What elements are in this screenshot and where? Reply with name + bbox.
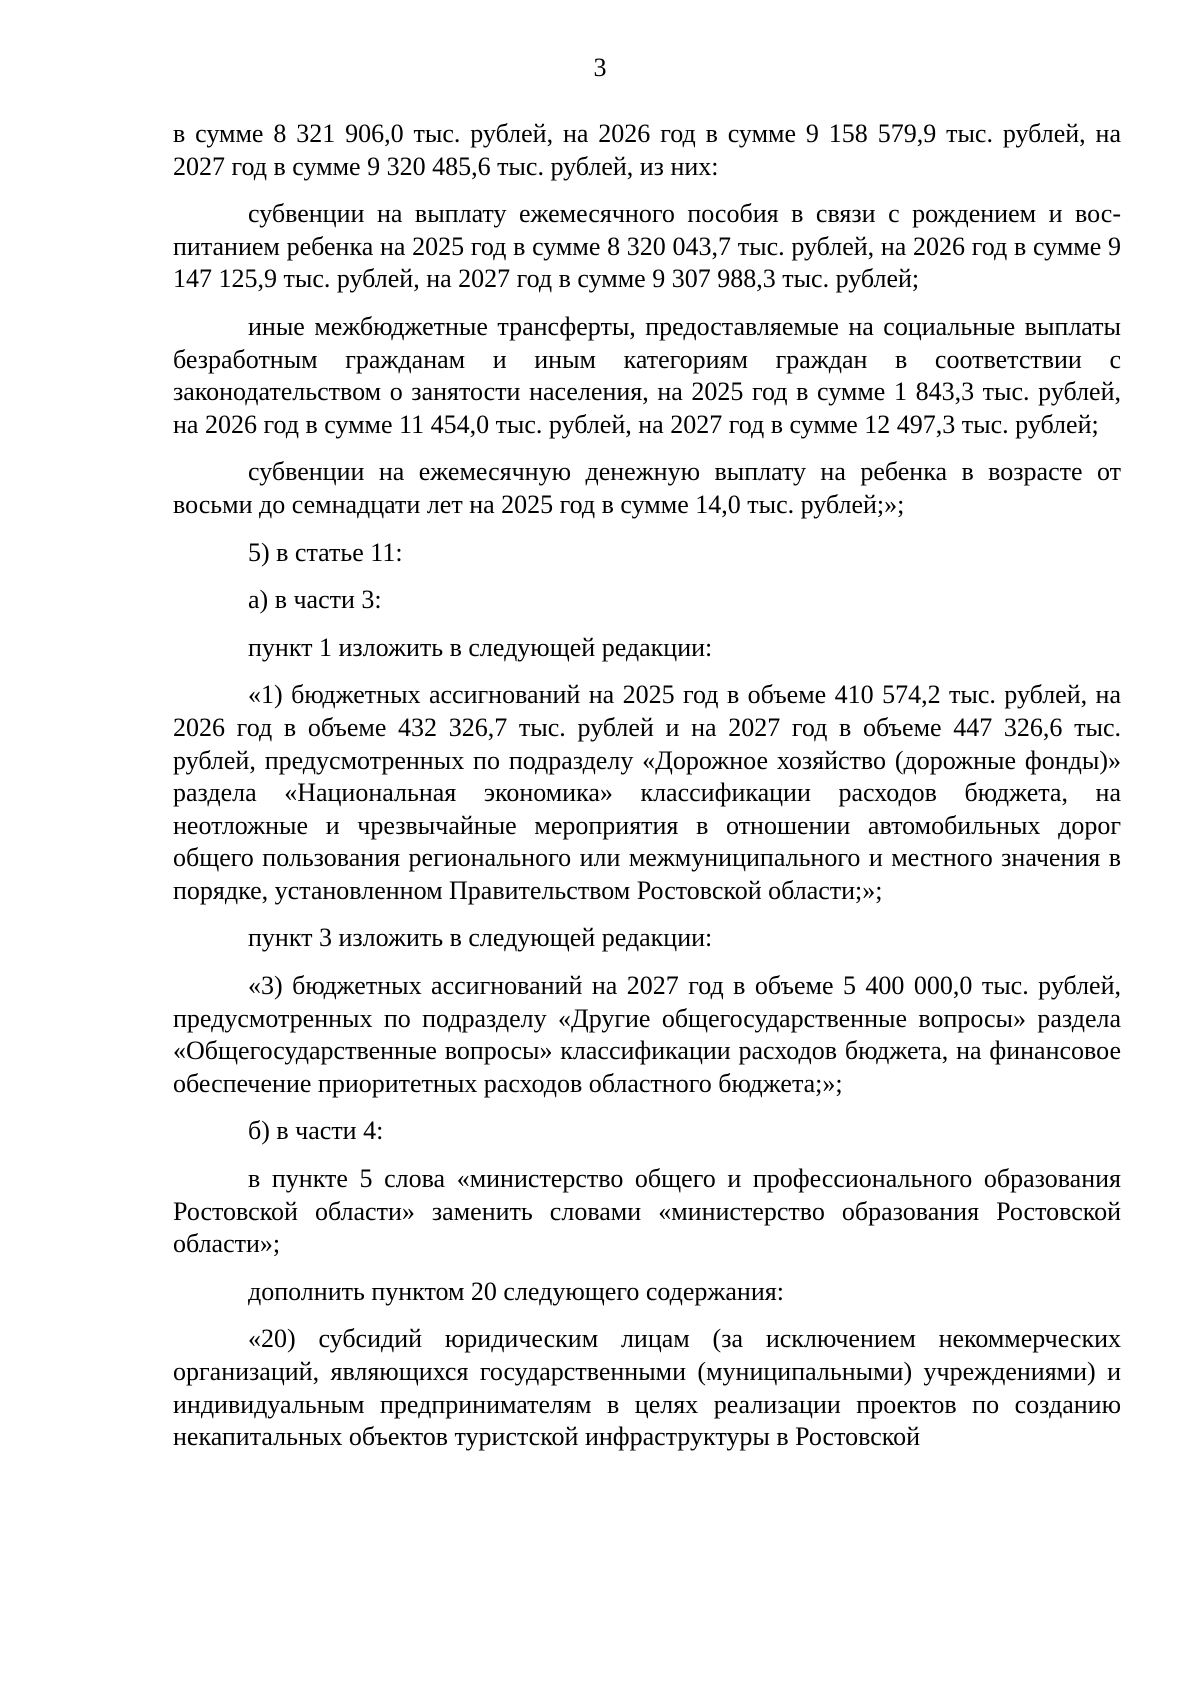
paragraph-part-4: б) в части 4: [248, 1116, 384, 1146]
paragraph-item-3-heading: пункт 3 изложить в следующей редакции: [248, 923, 713, 953]
paragraph-item-3-text: «3) бюджетных ассигнований на 2027 год в объеме 5 400 000,0 тыс. рублей, предусмотренных по подразделу «Другие общегосударственные вопросы» раздела «Общегосударственные вопросы» классификации расходов бюджета, на финансовое обеспечение приоритетных расходов областного бюджета;»; [173, 971, 1121, 1098]
paragraph-continuation: в сумме 8 321 906,0 тыс. рублей, на 2026 год в сумме 9 158 579,9 тыс. рублей, на 2027 год в сумме 9 320 485,6 тыс. рублей, из них: [173, 119, 1121, 181]
paragraph-item-1-text: «1) бюджетных ассигнований на 2025 год в объеме 410 574,2 тыс. рублей, на 2026 год в объеме 432 326,7 тыс. рублей и на 2027 год в объеме 447 326,6 тыс. рублей, предусмотренных по подразделу «Дорожное хозяйство (дорожные фонды)» раздела «Национальная экономика» классификации расходов бюджета, на неотложные и чрезвычайные мероприятия в отношении автомобильных дорог общего пользования регионального или межмуниципального и местного значения в порядке, установленном Правительством Ростовской области;»; [173, 680, 1121, 905]
paragraph-item-20-text: «20) субсидий юридическим лицам (за исключением некоммерческих организаций, являющихся государственными (муниципальными) учреждениями) и индивидуальным предпринимателям в целях реализации проектов по созданию некапитальных объектов туристской инфраструктуры в Ростовской [173, 1324, 1121, 1452]
document-body [173, 118, 1121, 1469]
paragraph-part-3: а) в части 3: [248, 585, 382, 615]
paragraph-add-item-20: дополнить пунктом 20 следующего содержания: [248, 1276, 784, 1306]
paragraph-subvention-monthly-payment: субвенции на ежемесячную денежную выплату на ребенка в возрасте от восьми до семнадцати лет на 2025 год в сумме 14,0 тыс. рублей;»; [173, 457, 1121, 519]
paragraph-interbudget-transfers: иные межбюджетные трансферты, предоставляемые на социальные выплаты безработным гражданам и иным категориям граждан в соответствии с законодательством о занятости населения, на 2025 год в сумме 1 843,3 тыс. рублей, на 2026 год в сумме 11 454,0 тыс. рублей, на 2027 год в сумме 12 497,3 тыс. рублей; [173, 311, 1121, 439]
paragraph-item-1-heading: пункт 1 изложить в следующей редакции: [248, 632, 713, 662]
page-number: 3 [593, 53, 607, 82]
paragraph-article-11: 5) в статье 11: [248, 537, 403, 567]
paragraph-subvention-child-allowance: субвенции на выплату ежемесячного пособия в связи с рождением и воспитанием ребенка на 2025 год в сумме 8 320 043,7 тыс. рублей, на 2026 год в сумме 9 147 125,9 тыс. рублей, на 2027 год в сумме 9 307 988,3 тыс. рублей; [173, 199, 1121, 294]
paragraph-item-5-replace: в пункте 5 слова «министерство общего и профессионального образования Ростовской области» заменить словами «министерство образования Ростовской области»; [173, 1164, 1121, 1259]
